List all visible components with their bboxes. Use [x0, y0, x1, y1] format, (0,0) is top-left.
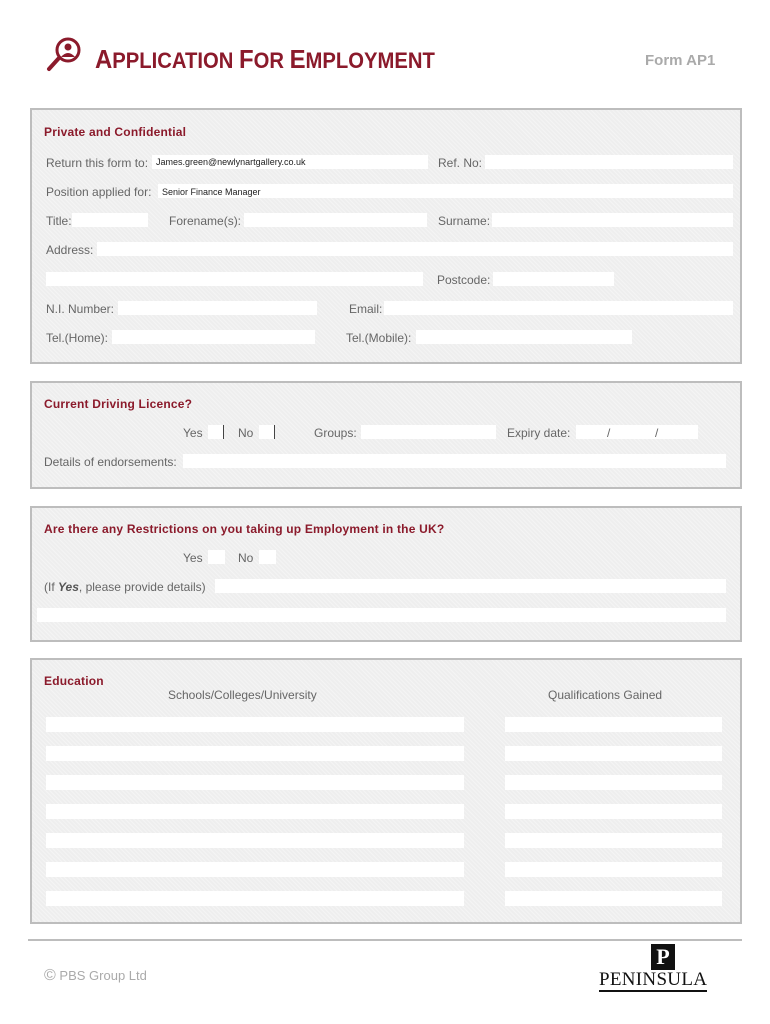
tel-mobile-label: Tel.(Mobile):	[346, 331, 412, 345]
position-label: Position applied for:	[46, 185, 152, 199]
school-field-4[interactable]	[46, 804, 464, 819]
copyright-icon: ©	[44, 967, 56, 984]
qualification-field-2[interactable]	[505, 746, 722, 761]
school-field-2[interactable]	[46, 746, 464, 761]
position-value: Senior Finance Manager	[162, 187, 261, 197]
endorse-label: Details of endorsements:	[44, 455, 177, 469]
restrictions-no-checkbox[interactable]	[259, 550, 276, 564]
qualification-field-6[interactable]	[505, 862, 722, 877]
ref-label: Ref. No:	[438, 156, 483, 170]
forename-field[interactable]	[244, 213, 427, 227]
forename-label: Forename(s):	[169, 214, 242, 228]
groups-field[interactable]	[361, 425, 496, 439]
surname-label: Surname:	[438, 214, 491, 228]
expiry-separator-2: /	[655, 426, 659, 440]
school-field-6[interactable]	[46, 862, 464, 877]
tel-mobile-field[interactable]	[416, 330, 632, 344]
logo-mark-icon: P	[651, 944, 675, 970]
email-label: Email:	[349, 302, 383, 316]
endorsements-field[interactable]	[183, 454, 726, 468]
qualification-field-1[interactable]	[505, 717, 722, 732]
page-title: APPLICATION FOR EMPLOYMENT	[95, 44, 435, 74]
surname-field[interactable]	[492, 213, 733, 227]
restrictions-yes-checkbox[interactable]	[208, 550, 225, 564]
email-field[interactable]	[384, 301, 733, 315]
tel-home-label: Tel.(Home):	[46, 331, 109, 345]
postcode-label: Postcode:	[437, 273, 491, 287]
qualification-field-5[interactable]	[505, 833, 722, 848]
expiry-label: Expiry date:	[507, 426, 571, 440]
form-code: Form AP1	[645, 52, 716, 69]
education-col-qualifications: Qualifications Gained	[548, 688, 663, 702]
school-field-1[interactable]	[46, 717, 464, 732]
section-heading-private: Private and Confidential	[44, 125, 187, 139]
personal-details-panel	[30, 108, 742, 364]
qualification-field-7[interactable]	[505, 891, 722, 906]
ni-label: N.I. Number:	[46, 302, 115, 316]
groups-label: Groups:	[314, 426, 357, 440]
footer-divider	[28, 939, 742, 941]
logo-wordmark: PENINSULA	[599, 969, 708, 990]
ni-field[interactable]	[118, 301, 317, 315]
address-label: Address:	[46, 243, 94, 257]
section-heading-restrictions: Are there any Restrictions on you taking up Employment in the UK?	[44, 522, 445, 536]
return-to-value: James.green@newlynartgallery.co.uk	[156, 157, 306, 167]
education-col-schools: Schools/Colleges/University	[168, 688, 317, 702]
peninsula-logo	[599, 944, 729, 994]
driving-yes-label: Yes	[183, 426, 203, 440]
driving-no-checkbox[interactable]	[259, 425, 275, 439]
restrictions-details-field-2[interactable]	[37, 608, 726, 622]
expiry-date-field[interactable]	[576, 425, 698, 439]
restrictions-details-label: (If Yes, please provide details)	[44, 580, 206, 594]
driving-no-label: No	[238, 426, 254, 440]
return-label: Return this form to:	[46, 156, 149, 170]
copyright: © PBS Group Ltd	[44, 967, 147, 984]
address-field-line2[interactable]	[46, 272, 423, 286]
school-field-5[interactable]	[46, 833, 464, 848]
qualification-field-3[interactable]	[505, 775, 722, 790]
qualification-field-4[interactable]	[505, 804, 722, 819]
ref-field[interactable]	[485, 155, 733, 169]
tel-home-field[interactable]	[112, 330, 315, 344]
school-field-3[interactable]	[46, 775, 464, 790]
expiry-separator-1: /	[607, 426, 611, 440]
driving-yes-checkbox[interactable]	[208, 425, 224, 439]
title-label: Title:	[46, 214, 72, 228]
title-field[interactable]	[72, 213, 148, 227]
school-field-7[interactable]	[46, 891, 464, 906]
section-heading-driving: Current Driving Licence?	[44, 397, 193, 411]
section-heading-education: Education	[44, 674, 104, 688]
postcode-field[interactable]	[493, 272, 614, 286]
restrictions-details-field-1[interactable]	[215, 579, 726, 593]
restrictions-no-label: No	[238, 551, 254, 565]
restrictions-yes-label: Yes	[183, 551, 203, 565]
magnifier-person-icon	[46, 36, 88, 74]
address-field-line1[interactable]	[97, 242, 733, 256]
